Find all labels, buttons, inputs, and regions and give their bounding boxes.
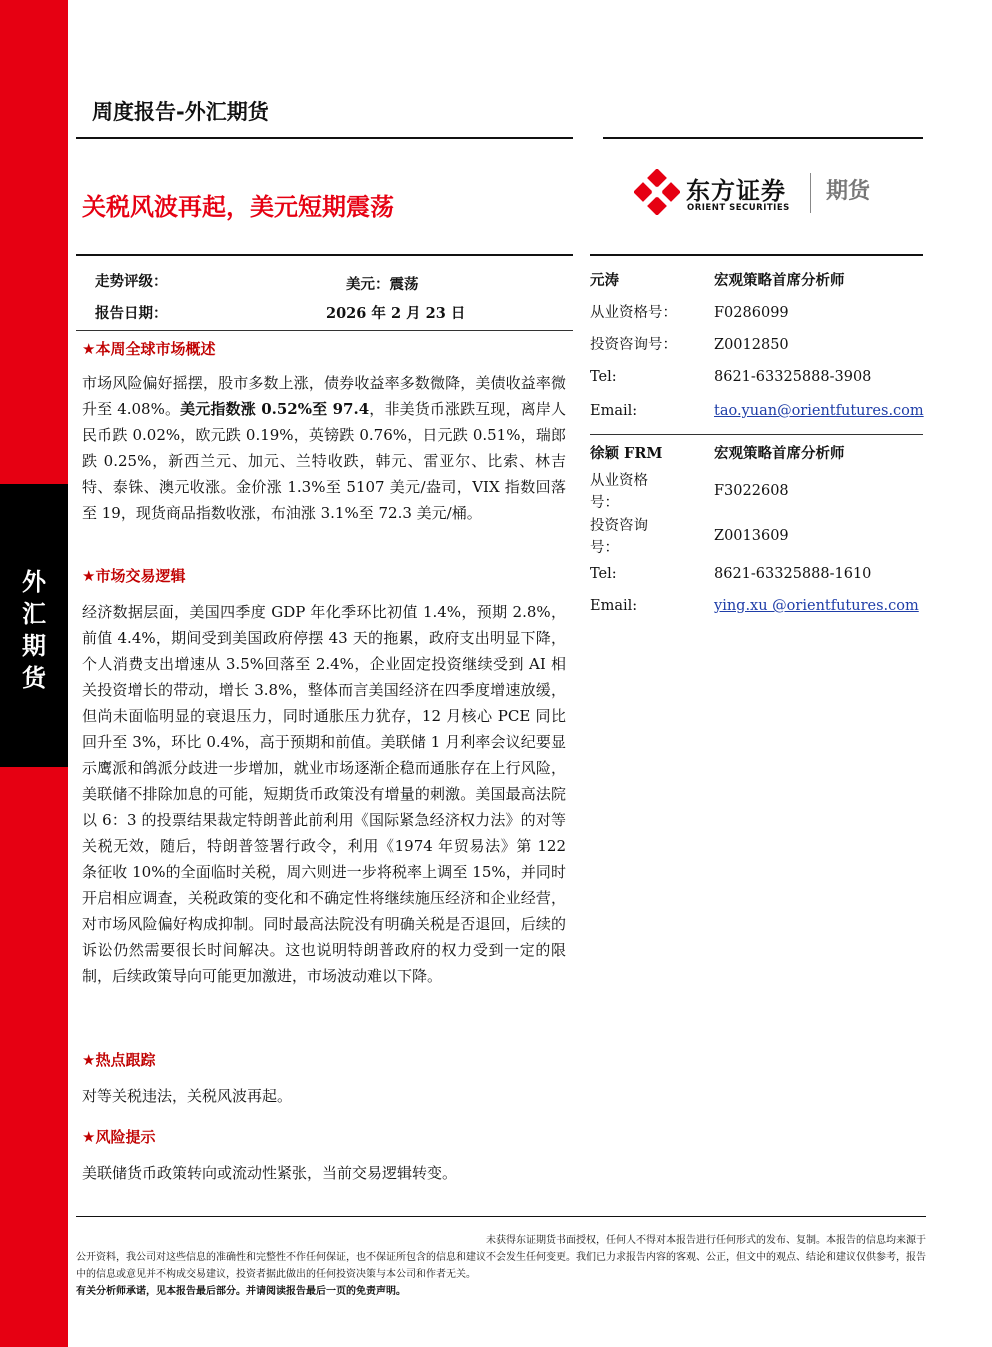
- disclaimer: [76, 1232, 926, 1300]
- overview-text-highlight: 美元指数涨 0.52%至 97.4: [180, 400, 370, 418]
- cert-number: F3022608: [714, 483, 789, 499]
- sidebar-char: 期: [22, 632, 46, 660]
- email-link[interactable]: ying.xu @orientfutures.com: [714, 598, 919, 614]
- analyst-title: 宏观策略首席分析师: [714, 445, 845, 462]
- section-text-risk: 美联储货币政策转向或流动性紧张，当前交易逻辑转变。: [82, 1164, 458, 1182]
- rating-label: 走势评级：: [95, 273, 168, 290]
- tel-label: Tel:: [590, 566, 617, 582]
- section-text-hotspot: 对等关税违法，关税风波再起。: [82, 1087, 293, 1105]
- title-rule-left: [76, 254, 573, 256]
- cert-label: 从业资格号：: [590, 305, 677, 321]
- title-rule-right: [590, 254, 923, 256]
- tel-number: 8621-63325888-3908: [714, 369, 872, 385]
- sidebar-char: 汇: [22, 600, 46, 628]
- section-heading-overview: ★本周全球市场概述: [82, 340, 216, 358]
- date-value: 2026 年 2 月 23 日: [326, 305, 466, 322]
- email-label: Email:: [590, 598, 638, 614]
- disclaimer-line-3: 有关分析师承诺，见本报告最后部分。并请阅读报告最后一页的免责声明。: [76, 1286, 406, 1297]
- consult-label: 投资咨询号：: [590, 518, 648, 556]
- sidebar-char: 外: [22, 568, 46, 596]
- analyst-name: 元涛: [590, 272, 619, 289]
- rating-rule: [76, 330, 573, 331]
- header-rule-right: [603, 137, 923, 139]
- disclaimer-line-1: 未获得东证期货书面授权，任何人不得对本报告进行任何形式的发布、复制。本报告的信息均来源于: [486, 1235, 926, 1246]
- analyst-divider: [590, 434, 923, 435]
- tel-label: Tel:: [590, 369, 617, 385]
- logo-text-en: ORIENT SECURITIES: [687, 203, 790, 213]
- report-type-title: 周度报告-外汇期货: [92, 100, 269, 124]
- logo-divider: [810, 173, 811, 213]
- tel-number: 8621-63325888-1610: [714, 566, 872, 582]
- logo-text-cn: 东方证券: [686, 177, 786, 205]
- sidebar-char: 货: [22, 664, 46, 692]
- page-title: 关税风波再起，美元短期震荡: [82, 193, 394, 221]
- header-rule-left: [76, 137, 573, 139]
- company-logo: [634, 169, 884, 219]
- section-heading-risk: ★风险提示: [82, 1128, 156, 1146]
- section-text-logic: 经济数据层面，美国四季度 GDP 年化季环比初值 1.4%，预期 2.8%，前值 4.4%，期间受到美国政府停摆 43 天的拖累，政府支出明显下降，个人消费支出增速从 3.5%回落至 2.4%，企业固定投资继续受到 AI 相关投资增长的带动，增长 3.8%，整体而言美国经济在四季度增速放缓，但尚未面临明显的衰退压力，同时通胀压力犹存，12 月核心 PCE 同比回升至 3%，环比 0.4%，高于预期和前值。美联储 1 月利率会议纪要显示鹰派和鸽派分歧进一步增加，就业市场逐渐企稳而通胀存在上行风险，美联储不排除加息的可能，短期货币政策没有增量的刺激。美国最高法院以 6：3 的投票结果裁定特朗普此前利用《国际紧急经济权力法》的对等关税无效，随后，特朗普签署行政令，利用《1974 年贸易法》第 122 条征收 10%的全面临时关税，周六则进一步将税率上调至 15%，并同时开启相应调查，关税政策的变化和不确定性将继续施压经济和企业经营，对市场风险偏好构成抑制。同时最高法院没有明确关税是否退回，后续的诉讼仍然需要很长时间解决。这也说明特朗普政府的权力受到一定的限制，后续政策导向可能更加激进，市场波动难以下降。: [82, 603, 566, 985]
- orient-logo-icon: [634, 169, 680, 215]
- section-text-overview: [82, 370, 566, 526]
- section-heading-logic: ★市场交易逻辑: [82, 567, 186, 585]
- overview-text-pre: 市场风险偏好摇摆，股市多数上涨，债券收益率多数微降，美债收益率微升至 4.08%。: [82, 374, 566, 418]
- email-link[interactable]: tao.yuan@orientfutures.com: [714, 403, 924, 419]
- consult-number: Z0012850: [714, 337, 789, 353]
- cert-number: F0286099: [714, 305, 789, 321]
- disclaimer-line-2: 公开资料，我公司对这些信息的准确性和完整性不作任何保证，也不保证所包含的信息和建议不会发生任何变更。我们已力求报告内容的客观、公正，但文中的观点、结论和建议仅供参考，报告中的信息或意见并不构成交易建议，投资者据此做出的任何投资决策与本公司和作者无关。: [76, 1252, 926, 1280]
- logo-text-futures: 期货: [826, 179, 871, 204]
- rating-value: 美元：震荡: [346, 276, 419, 293]
- sidebar-vertical-label: [0, 566, 68, 694]
- overview-text-post: ，非美货币涨跌互现，离岸人民币跌 0.02%，欧元跌 0.19%，英镑跌 0.76%，日元跌 0.51%，瑞郎跌 0.25%，新西兰元、加元、兰特收跌，韩元、雷亚尔、比索、林吉特、泰铢、澳元收涨。金价涨 1.3%至 5107 美元/盎司，VIX 指数回落至 19，现货商品指数收涨，布油涨 3.1%至 72.3 美元/桶。: [82, 400, 566, 522]
- consult-number: Z0013609: [714, 528, 789, 544]
- analyst-title: 宏观策略首席分析师: [714, 272, 845, 289]
- cert-label: 从业资格号：: [590, 473, 648, 511]
- analyst-name: 徐颖 FRM: [590, 445, 663, 462]
- date-label: 报告日期：: [95, 305, 168, 322]
- consult-label: 投资咨询号：: [590, 337, 677, 353]
- section-heading-hotspot: ★热点跟踪: [82, 1051, 156, 1069]
- email-label: Email:: [590, 403, 638, 419]
- footer-rule: [76, 1216, 926, 1217]
